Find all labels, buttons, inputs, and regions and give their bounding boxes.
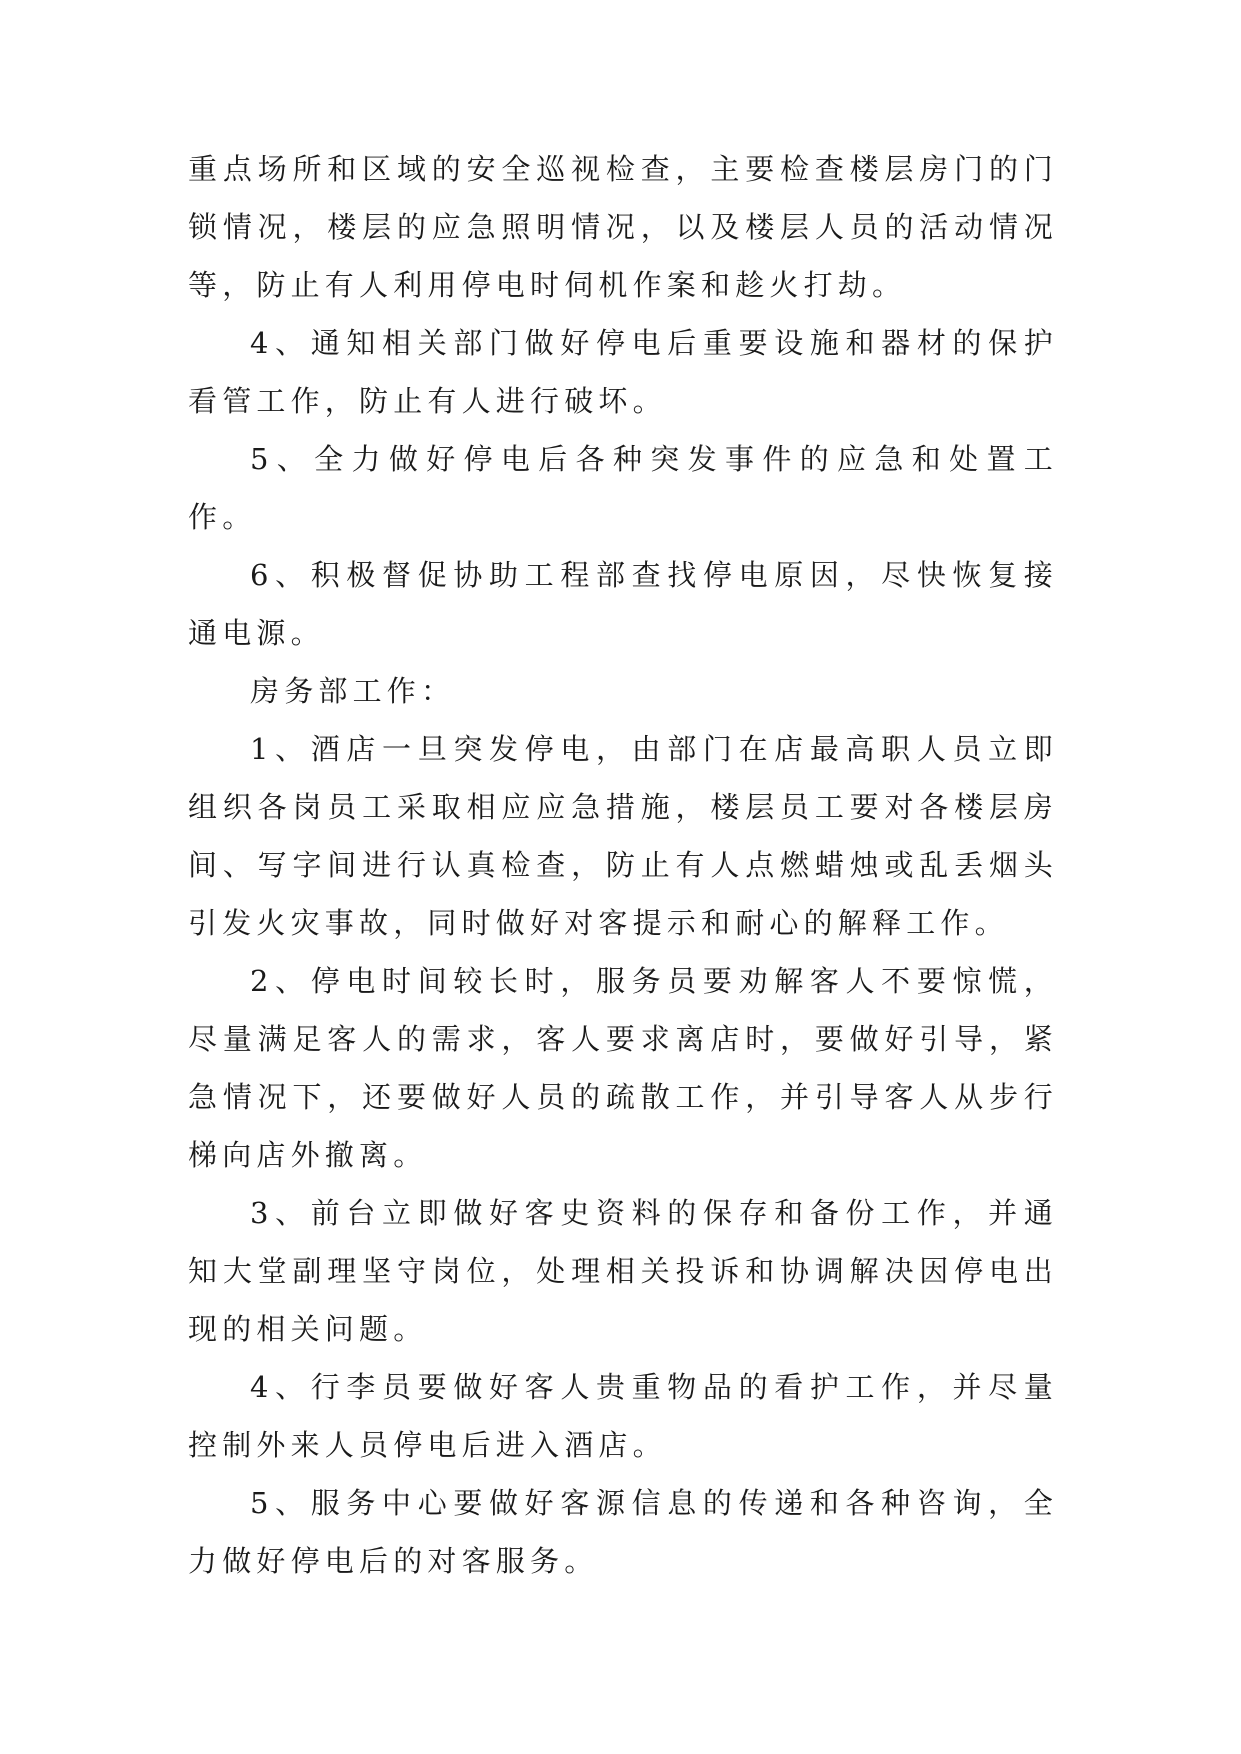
paragraph-housekeeping-item-3: 3、前台立即做好客史资料的保存和备份工作，并通知大堂副理坚守岗位，处理相关投诉和协调解决因停电出现的相关问题。 — [188, 1196, 1058, 1346]
paragraph-security-inspection: 重点场所和区域的安全巡视检查，主要检查楼层房门的门锁情况，楼层的应急照明情况，以及楼层人员的活动情况等，防止有人利用停电时伺机作案和趁火打劫。 — [188, 152, 1058, 302]
paragraph-item-4-notify-departments: 4、通知相关部门做好停电后重要设施和器材的保护看管工作，防止有人进行破坏。 — [188, 326, 1058, 418]
paragraph-housekeeping-item-4: 4、行李员要做好客人贵重物品的看护工作，并尽量控制外来人员停电后进入酒店。 — [188, 1370, 1058, 1462]
paragraph-housekeeping-item-5: 5、服务中心要做好客源信息的传递和各种咨询，全力做好停电后的对客服务。 — [188, 1486, 1058, 1578]
paragraph-housekeeping-item-2: 2、停电时间较长时，服务员要劝解客人不要惊慌，尽量满足客人的需求，客人要求离店时，要做好引导，紧急情况下，还要做好人员的疏散工作，并引导客人从步行梯向店外撤离。 — [188, 964, 1058, 1172]
paragraph-housekeeping-item-1: 1、酒店一旦突发停电，由部门在店最高职人员立即组织各岗员工采取相应应急措施，楼层员工要对各楼层房间、写字间进行认真检查，防止有人点燃蜡烛或乱丢烟头引发火灾事故，同时做好对客提示和耐心的解释工作。 — [188, 732, 1058, 940]
section-heading-housekeeping: 房务部工作： — [250, 674, 456, 708]
document-body — [188, 140, 1058, 1590]
paragraph-item-6-restore-power: 6、积极督促协助工程部查找停电原因，尽快恢复接通电源。 — [188, 558, 1058, 650]
paragraph-item-5-emergency-response: 5、全力做好停电后各种突发事件的应急和处置工作。 — [188, 442, 1058, 534]
